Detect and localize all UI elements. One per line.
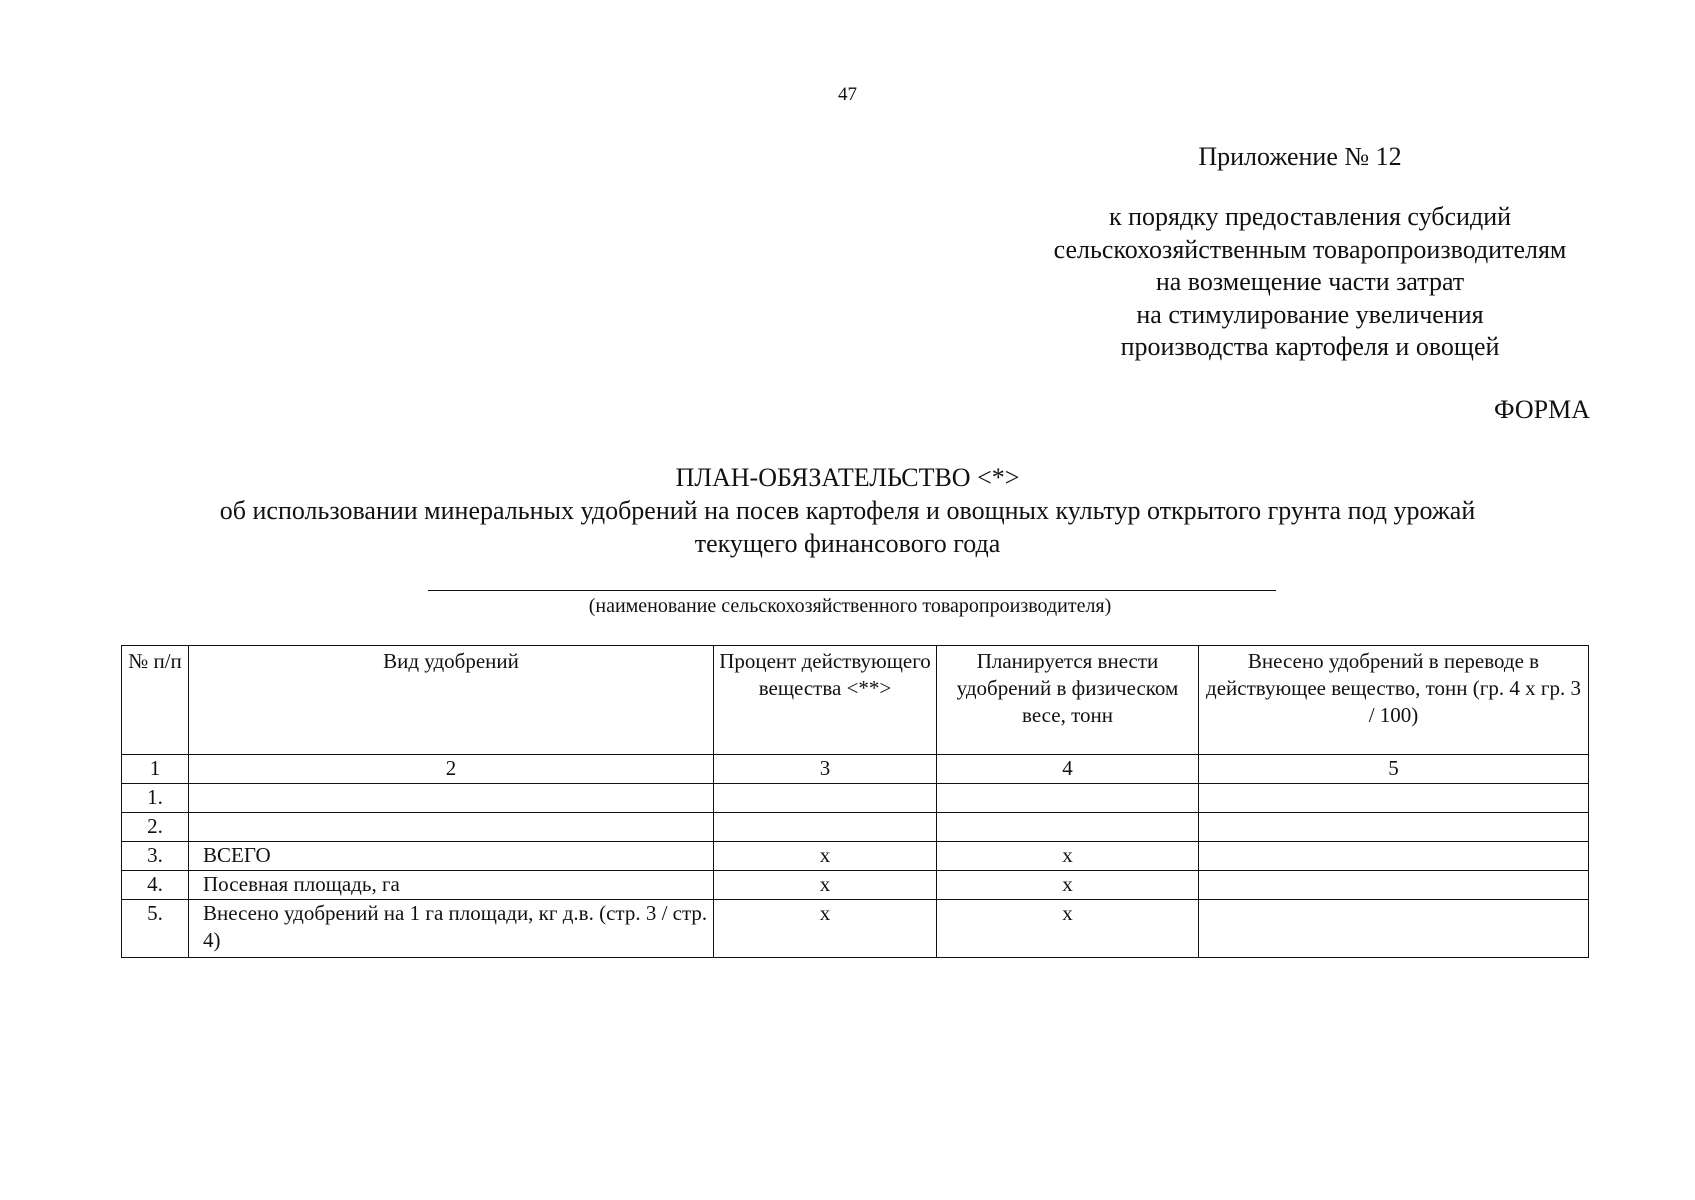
appendix-title: Приложение № 12: [1198, 142, 1402, 171]
planned-weight-cell[interactable]: [937, 813, 1199, 842]
table-row-sown-area: [122, 871, 1589, 900]
appendix-line: производства картофеля и овощей: [1120, 332, 1500, 361]
row-number: 2.: [122, 813, 189, 842]
appendix-line: на возмещение части затрат: [1155, 267, 1465, 296]
not-applicable-mark: x: [714, 842, 937, 871]
table-row: [122, 784, 1589, 813]
sown-area-label-cell: Посевная площадь, га: [189, 871, 714, 900]
active-substance-percent-cell[interactable]: [714, 784, 937, 813]
row-number: 4.: [122, 871, 189, 900]
column-header-active-substance-percent: Процент действующего вещества <**>: [714, 646, 937, 755]
column-number: 4: [937, 755, 1199, 784]
column-number: 5: [1199, 755, 1589, 784]
row-number: 5.: [122, 900, 189, 958]
column-header-applied-active-substance: Внесено удобрений в переводе в действующее вещество, тонн (гр. 4 х гр. 3 / 100): [1199, 646, 1589, 755]
document-title-line: текущего финансового года: [694, 529, 1001, 558]
not-applicable-mark: x: [937, 871, 1199, 900]
column-header-planned-physical-weight: Планируется внести удобрений в физическом весе, тонн: [937, 646, 1199, 755]
total-label-cell: ВСЕГО: [189, 842, 714, 871]
column-header-number: № п/п: [122, 646, 189, 755]
total-applied-cell[interactable]: [1199, 842, 1589, 871]
document-title-line: ПЛАН-ОБЯЗАТЕЛЬСТВО <*>: [675, 463, 1020, 492]
appendix-line: на стимулирование увеличения: [1136, 299, 1484, 329]
planned-weight-cell[interactable]: [937, 784, 1199, 813]
table-row-total: [122, 842, 1589, 871]
sown-area-value-cell[interactable]: [1199, 871, 1589, 900]
appendix-line: сельскохозяйственным товаропроизводителям: [1053, 234, 1567, 264]
not-applicable-mark: x: [937, 900, 1199, 958]
fertilizer-type-cell[interactable]: [189, 813, 714, 842]
column-number: 2: [189, 755, 714, 784]
table-row-per-hectare: [122, 900, 1589, 958]
column-header-fertilizer-type: Вид удобрений: [189, 646, 714, 755]
document-title-line: об использовании минеральных удобрений на посев картофеля и овощных культур открытого грунта под урожай: [219, 496, 1476, 525]
producer-name-underline: [428, 590, 1276, 591]
appendix-description: [990, 201, 1630, 364]
document-title: [0, 461, 1695, 560]
applied-active-substance-cell[interactable]: [1199, 784, 1589, 813]
active-substance-percent-cell[interactable]: [714, 813, 937, 842]
producer-name-caption: (наименование сельскохозяйственного товаропроизводителя): [588, 595, 1112, 617]
column-number: 3: [714, 755, 937, 784]
applied-active-substance-cell[interactable]: [1199, 813, 1589, 842]
not-applicable-mark: x: [937, 842, 1199, 871]
page-number: 47: [838, 84, 857, 105]
fertilizer-plan-table: [121, 645, 1589, 958]
not-applicable-mark: x: [714, 900, 937, 958]
column-number: 1: [122, 755, 189, 784]
form-label: ФОРМА: [1494, 395, 1590, 424]
column-numbers-row: [122, 755, 1589, 784]
row-number: 3.: [122, 842, 189, 871]
per-hectare-label-cell: Внесено удобрений на 1 га площади, кг д.в. (стр. 3 / стр. 4): [189, 900, 714, 958]
table-row: [122, 813, 1589, 842]
not-applicable-mark: x: [714, 871, 937, 900]
table-header-row: [122, 646, 1589, 755]
fertilizer-type-cell[interactable]: [189, 784, 714, 813]
row-number: 1.: [122, 784, 189, 813]
per-hectare-value-cell[interactable]: [1199, 900, 1589, 958]
appendix-line: к порядку предоставления субсидий: [1108, 202, 1512, 231]
